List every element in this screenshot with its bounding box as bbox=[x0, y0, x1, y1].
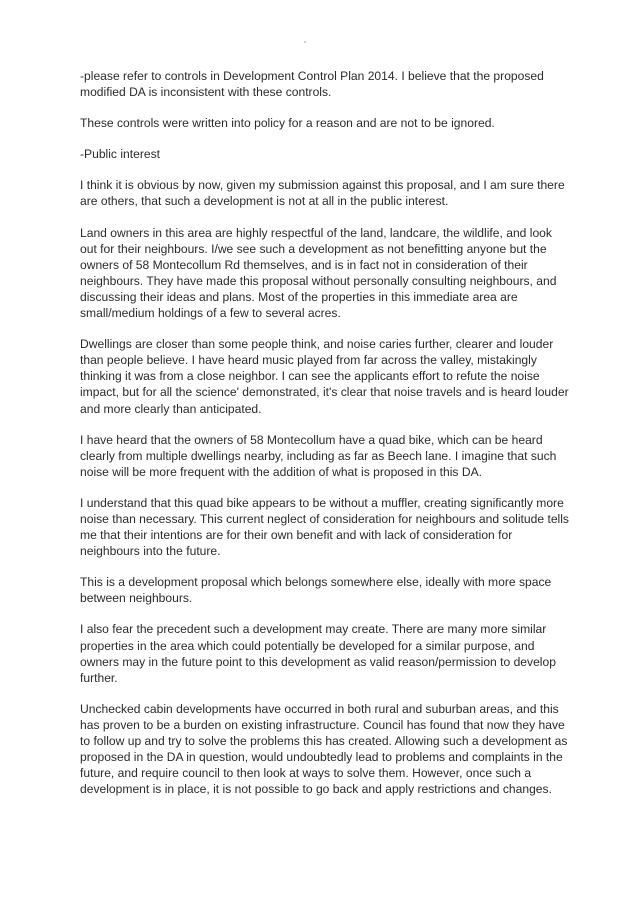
heading-public-interest: -Public interest bbox=[80, 147, 160, 162]
paragraph-land-owners: Land owners in this area are highly respectful of the land, landcare, the wildlife, and look out for their neighbours. I/we see such a development as not benefitting anyone but the owners of 58 Montecollum Rd themselves, and is in fact not in consideration of their neighbours. They have made this proposal without personally consulting neighbours, and discussing their ideas and plans. Most of the properties in this immediate area are small/medium holdings of a few to several acres. bbox=[80, 225, 557, 321]
scan-mark bbox=[304, 41, 306, 43]
paragraph-controls-policy: These controls were written into policy for a reason and are not to be ignored. bbox=[80, 116, 495, 131]
paragraph-quad-bike: I have heard that the owners of 58 Montecollum have a quad bike, which can be heard clearly from multiple dwellings nearby, including as far as Beech lane. I imagine that such noise will be more frequent with the addition of what is proposed in this DA. bbox=[80, 432, 557, 479]
paragraph-somewhere-else: This is a development proposal which belongs somewhere else, ideally with more space between neighbours. bbox=[80, 575, 552, 606]
paragraph-cabin-developments: Unchecked cabin developments have occurred in both rural and suburban areas, and this has proven to be a burden on existing infrastructure. Council has found that now they have to follow up and try to solve the problems this has created. Allowing such a development as proposed in the DA in question, would undoubtedly lead to problems and complaints in the future, and require council to then look at ways to solve them. However, once such a development is in place, it is not possible to go back and apply restrictions and changes. bbox=[80, 701, 568, 797]
paragraph-muffler: I understand that this quad bike appears to be without a muffler, creating significantly more noise than necessary. This current neglect of consideration for neighbours and solitude tells me that their intentions are for their own benefit and with lack of consideration for neighbours into the future. bbox=[80, 495, 569, 559]
paragraph-dcp-controls: -please refer to controls in Development Control Plan 2014. I believe that the proposed modified DA is inconsistent with these controls. bbox=[80, 69, 544, 100]
paragraph-dwellings-noise: Dwellings are closer than some people think, and noise caries further, clearer and louder than people believe. I have heard music played from far across the valley, mistakingly thinking it was from a close neighbor. I can see the applicants effort to refute the noise impact, but for all the science' demonstrated, it's clear that noise travels and is heard louder and more clearly than anticipated. bbox=[80, 337, 569, 416]
document-body bbox=[80, 68, 570, 812]
paragraph-public-interest: I think it is obvious by now, given my submission against this proposal, and I am sure there are others, that such a development is not at all in the public interest. bbox=[80, 178, 565, 209]
paragraph-precedent: I also fear the precedent such a development may create. There are many more similar properties in the area which could potentially be developed for a similar purpose, and owners may in the future point to this development as valid reason/permission to develop further. bbox=[80, 622, 556, 685]
